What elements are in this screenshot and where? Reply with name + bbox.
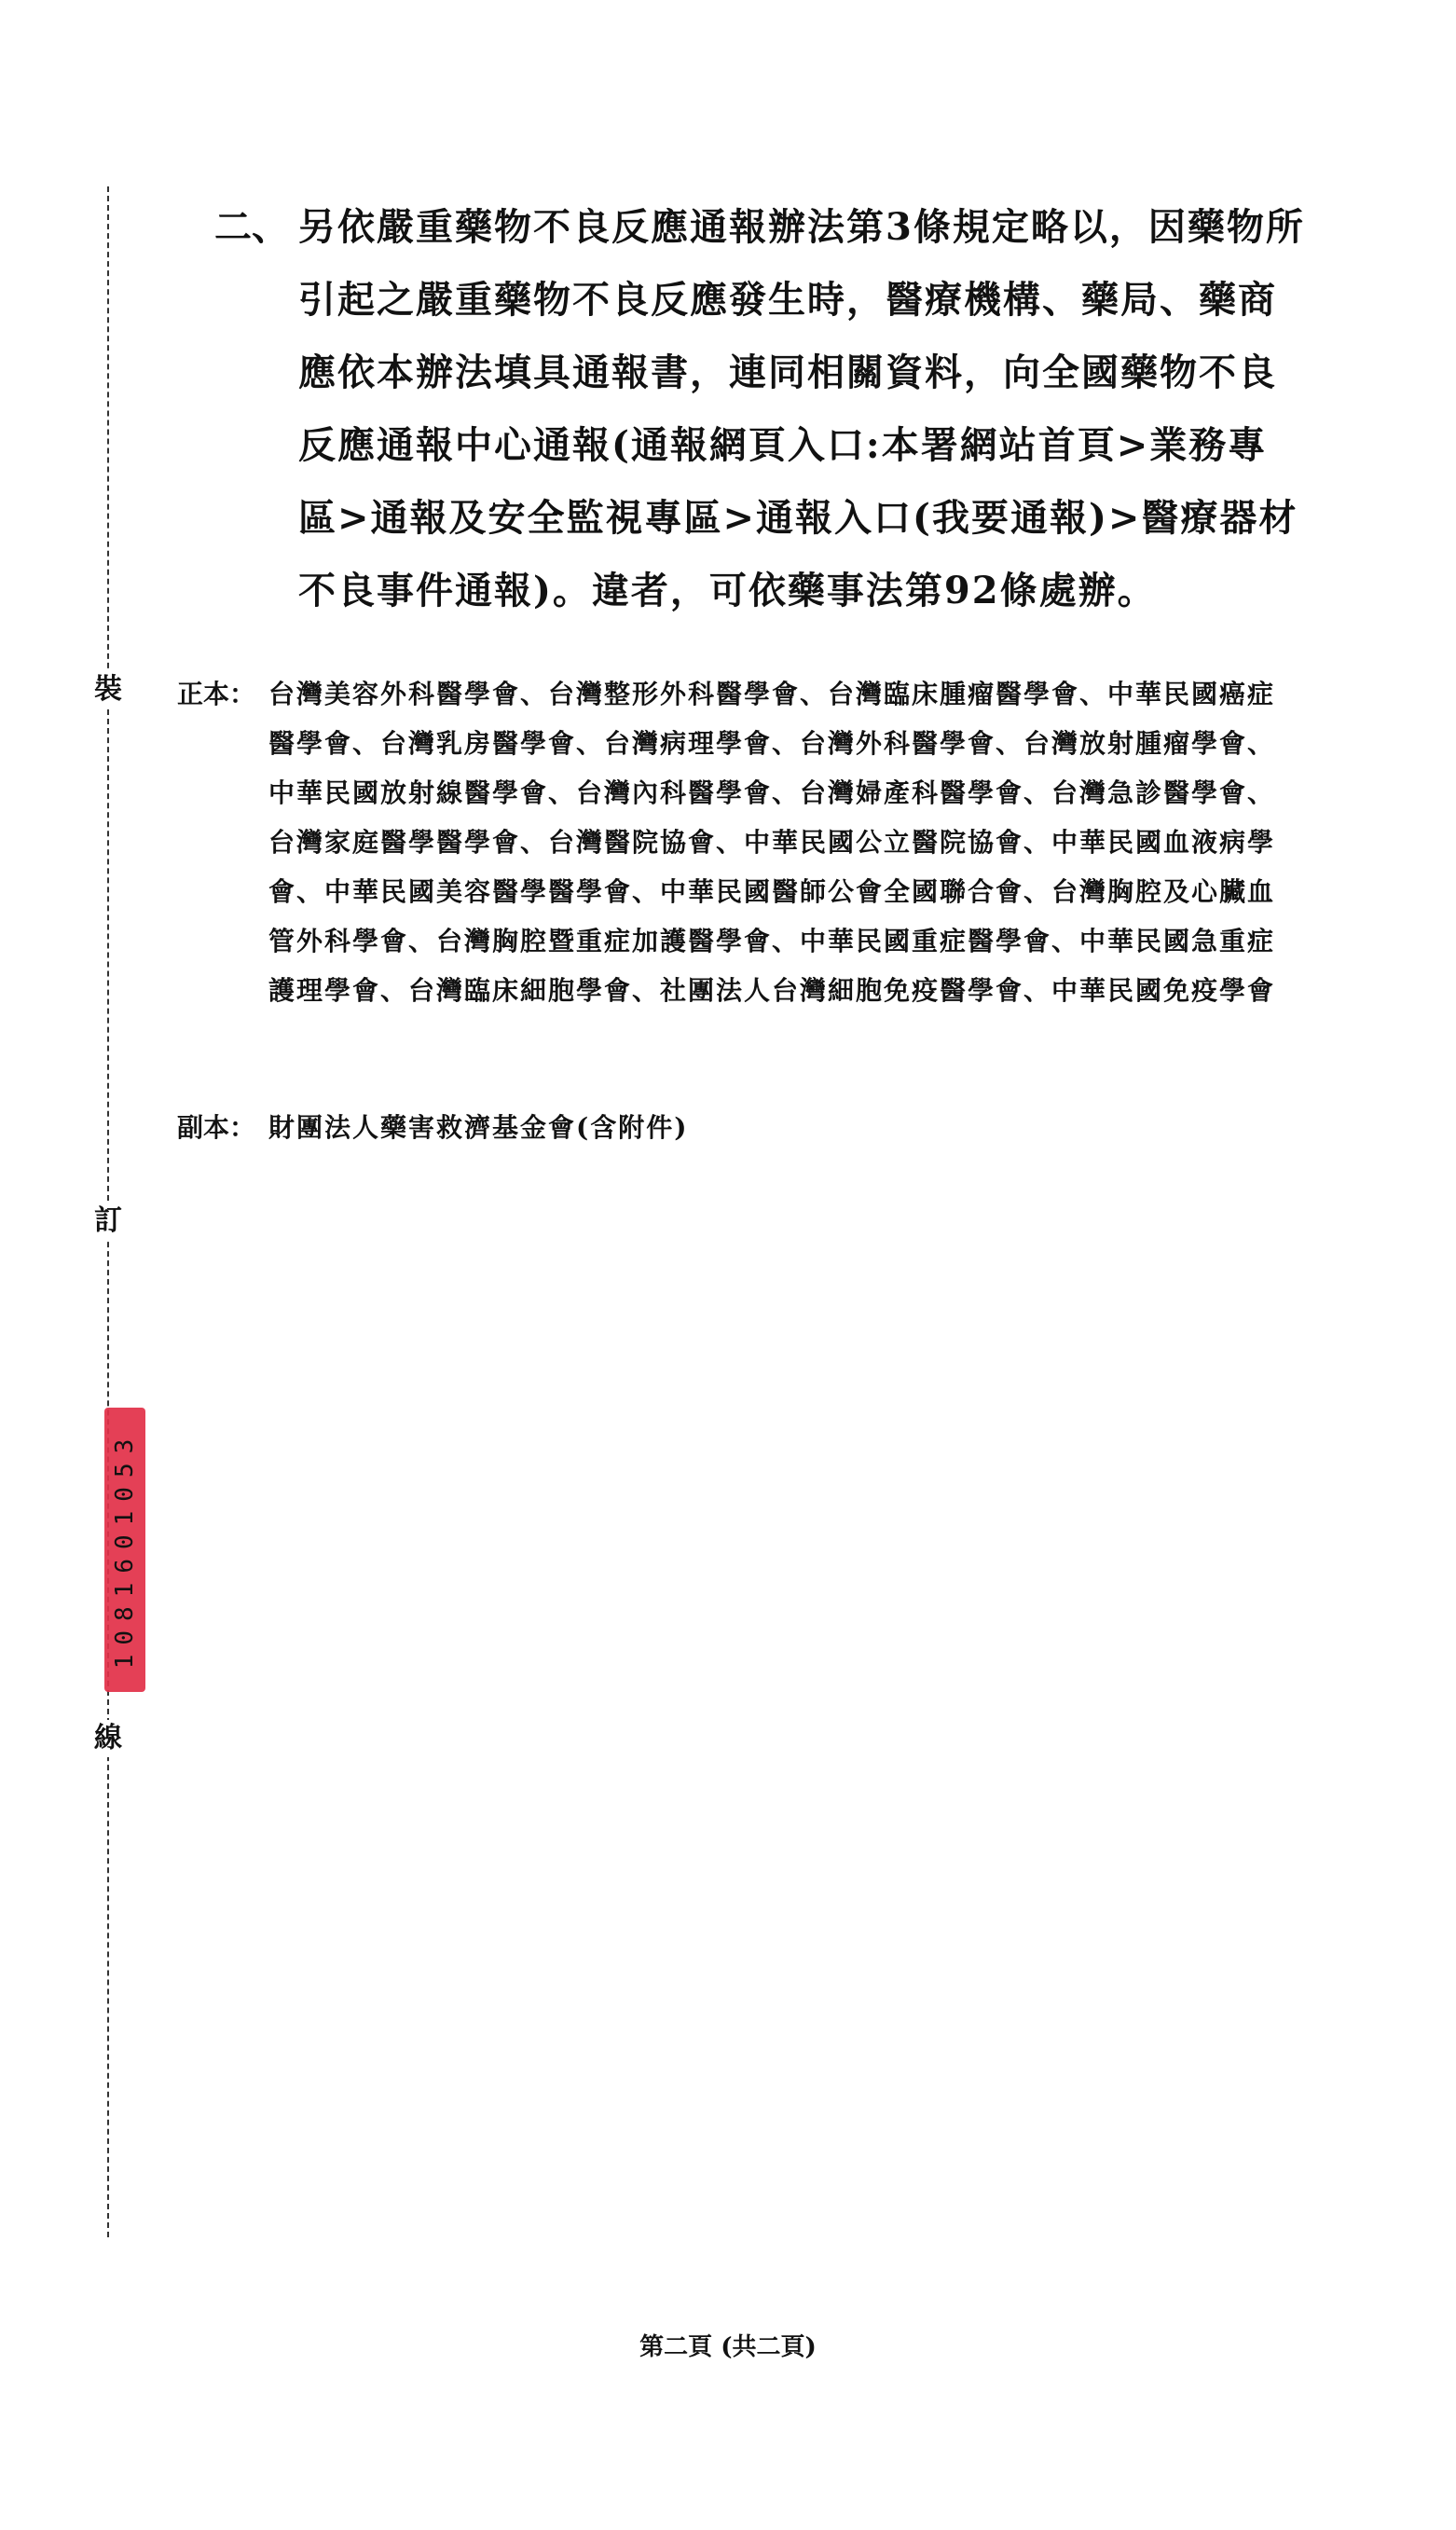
- copy-recipients: [177, 1103, 1296, 1152]
- binding-char-ding: 訂: [89, 1203, 127, 1240]
- copy-recipients-text: 財團法人藥害救濟基金會(含附件): [268, 1112, 689, 1143]
- paragraph-number: 二、: [214, 205, 289, 249]
- paragraph-text: 另依嚴重藥物不良反應通報辦法第3條規定略以，因藥物所引起之嚴重藥物不良反應發生時，醫療機構、藥局、藥商應依本辦法填具通報書，連同相關資料，向全國藥物不良反應通報中心通報(通報網頁入口:本署網站首頁>業務專區>通報及安全監視專區>通報入口(我要通報)>醫療器材不良事件通報)。違者，可依藥事法第92條處辦。: [298, 205, 1305, 612]
- copy-recipients-label: 副本：: [177, 1112, 256, 1143]
- main-recipients-label: 正本：: [177, 679, 256, 709]
- main-recipients: [177, 669, 1296, 1015]
- page-footer: 第二頁 (共二頁): [639, 2333, 817, 2361]
- paragraph-two: [214, 191, 1305, 627]
- binding-char-xian: 線: [89, 1720, 127, 1757]
- binding-char-zhuang: 裝: [89, 671, 127, 708]
- main-recipients-text: 台灣美容外科醫學會、台灣整形外科醫學會、台灣臨床腫瘤醫學會、中華民國癌症醫學會、台灣乳房醫學會、台灣病理學會、台灣外科醫學會、台灣放射腫瘤學會、中華民國放射線醫學會、台灣內科醫學會、台灣婦產科醫學會、台灣急診醫學會、台灣家庭醫學醫學會、台灣醫院協會、中華民國公立醫院協會、中華民國血液病學會、中華民國美容醫學醫學會、中華民國醫師公會全國聯合會、台灣胸腔及心臟血管外科學會、台灣胸腔暨重症加護醫學會、中華民國重症醫學會、中華民國急重症護理學會、台灣臨床細胞學會、社團法人台灣細胞免疫醫學會、中華民國免疫學會: [268, 679, 1276, 1006]
- stamp-number: 1081601053: [111, 1429, 139, 1670]
